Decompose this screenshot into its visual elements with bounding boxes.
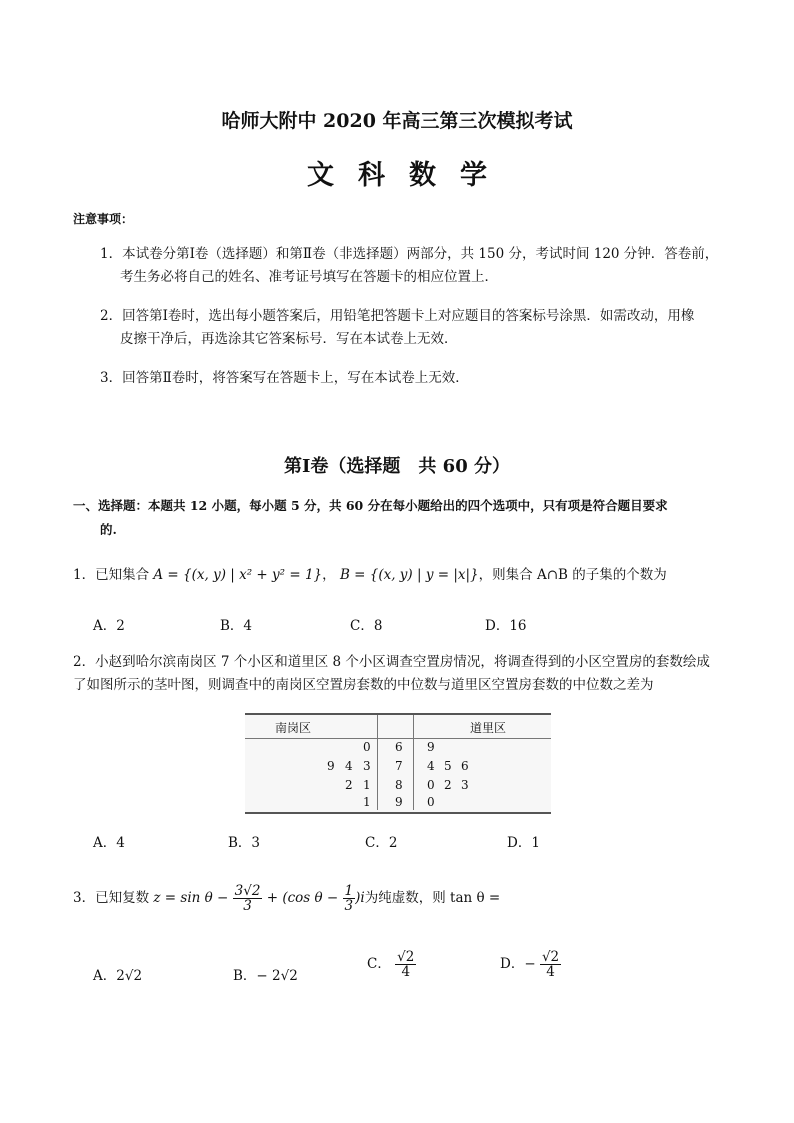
q3-z-part2: + (cos θ −	[266, 890, 339, 906]
q1-option-c: C．8	[350, 618, 383, 634]
q3-option-a: A．2√2	[93, 968, 143, 984]
q2-option-c: C．2	[365, 835, 398, 851]
row1-left-leaf: 0	[363, 740, 371, 754]
q3-fraction-1	[233, 884, 263, 913]
row3-right-leaf: 2	[444, 778, 452, 792]
q1-option-a: A．2	[93, 618, 125, 634]
row2-left-leaf: 4	[345, 759, 353, 773]
question-3	[73, 883, 500, 913]
section-instruction-line2: 的.	[100, 522, 117, 537]
subject-title: 文科数学	[307, 160, 511, 191]
q3-fraction-2	[343, 884, 356, 913]
row2-right-leaf: 6	[461, 759, 469, 773]
row1-stem: 6	[395, 740, 403, 754]
row2-right-leaf: 5	[444, 759, 452, 773]
q3-option-d-fraction	[540, 950, 561, 979]
q3-option-c-fraction	[395, 950, 416, 979]
row4-left-leaf: 1	[363, 795, 371, 809]
question-1	[73, 564, 667, 587]
q3-suffix: 为纯虚数，则 tan θ =	[364, 890, 501, 906]
q3-option-c-den: 4	[401, 964, 411, 980]
section-instruction-line1: 一、选择题：本题共 12 小题，每小题 5 分，共 60 分在每小题给出的四个选项中，只有项是符合题目要求	[73, 498, 668, 513]
q3-option-c-label: C．	[367, 956, 391, 972]
q1-set-b: B = {(x, y) | y = |x|}	[339, 567, 479, 583]
row4-right-leaf: 0	[427, 795, 435, 809]
q2-line1: 2．小赵到哈尔滨南岗区 7 个小区和道里区 8 个小区调查空置房情况，将调查得到的小区空置房的套数绘成	[73, 654, 710, 670]
q3-z-part1: z = sin θ −	[153, 890, 229, 906]
note-3-line1: 3．回答第Ⅱ卷时，将答案写在答题卡上，写在本试卷上无效．	[100, 370, 469, 386]
row2-left-leaf: 9	[327, 759, 335, 773]
q3-option-c	[367, 950, 416, 979]
row3-left-leaf: 2	[345, 778, 353, 792]
row3-stem: 8	[395, 778, 403, 792]
note-1-line1: 1．本试卷分第Ⅰ卷（选择题）和第Ⅱ卷（非选择题）两部分，共 150 分，考试时间 120 分钟．答卷前，	[100, 246, 719, 262]
q2-option-a: A．4	[93, 835, 125, 851]
row4-stem: 9	[395, 795, 403, 809]
row2-left-leaf: 3	[363, 759, 371, 773]
q3-option-b: B．− 2√2	[233, 968, 298, 984]
q3-option-d-num: √2	[541, 949, 560, 965]
q1-prefix: 1．已知集合	[73, 567, 150, 583]
q1-set-a: A = {(x, y) | x² + y² = 1}	[153, 567, 323, 583]
q3-frac1-den: 3	[243, 898, 252, 914]
note-1-line2: 考生务必将自己的姓名、准考证号填写在答题卡的相应位置上．	[120, 269, 498, 285]
table-left-header: 南岗区	[275, 721, 312, 735]
note-2-line2: 皮擦干净后，再选涂其它答案标号．写在本试卷上无效．	[120, 331, 458, 347]
q3-option-d-label: D．−	[500, 956, 536, 972]
q2-line2: 了如图所示的茎叶图，则调查中的南岗区空置房套数的中位数与道里区空置房套数的中位数之差为	[73, 677, 654, 693]
q2-option-b: B．3	[228, 835, 261, 851]
stem-leaf-table	[245, 713, 551, 814]
q3-option-d-den: 4	[546, 964, 555, 980]
q3-frac1-num: 3√2	[234, 883, 261, 899]
row3-right-leaf: 0	[427, 778, 435, 792]
notes-heading: 注意事项：	[73, 212, 134, 226]
q1-option-d: D．16	[485, 618, 527, 634]
row1-right-leaf: 9	[427, 740, 435, 754]
row2-stem: 7	[395, 759, 403, 773]
row2-right-leaf: 4	[427, 759, 435, 773]
note-2-line1: 2．回答第Ⅰ卷时，选出每小题答案后，用铅笔把答题卡上对应题目的答案标号涂黑．如需改动，用橡	[100, 308, 695, 324]
q1-option-b: B．4	[220, 618, 253, 634]
row3-right-leaf: 3	[461, 778, 469, 792]
table-right-header: 道里区	[470, 721, 507, 735]
q3-option-c-num: √2	[397, 949, 415, 965]
section-title: 第Ⅰ卷（选择题 共 60 分）	[283, 456, 510, 477]
q3-frac2-num: 1	[344, 883, 354, 899]
q1-separator: ，	[322, 567, 336, 583]
row3-left-leaf: 1	[363, 778, 371, 792]
q2-option-d: D．1	[507, 835, 540, 851]
q1-suffix: ，则集合 A∩B 的子集的个数为	[478, 567, 667, 583]
exam-title: 哈师大附中 2020 年高三第三次模拟考试	[221, 110, 573, 132]
q3-frac2-den: 3	[344, 898, 354, 914]
q3-z-part3: )i	[355, 890, 365, 906]
q3-prefix: 3．已知复数	[73, 890, 150, 906]
q3-option-d	[500, 950, 561, 979]
